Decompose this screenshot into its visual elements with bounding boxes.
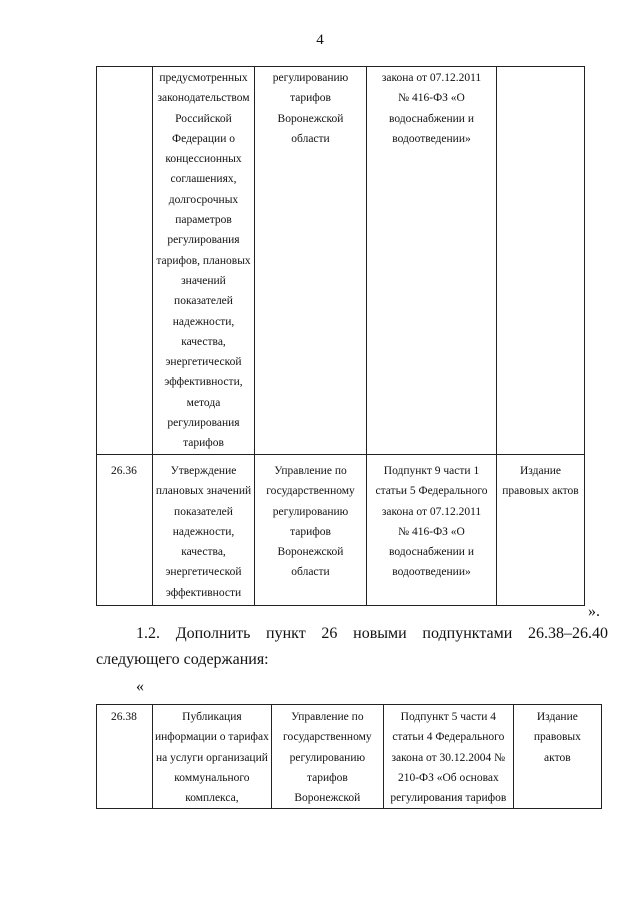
cell-subject	[153, 705, 272, 809]
cell-line: эффективности,	[164, 376, 243, 389]
cell-form	[513, 705, 601, 809]
row-number	[97, 67, 153, 455]
cell-line: Издание	[519, 465, 561, 477]
cell-line: законодательством	[157, 92, 250, 105]
cell-form	[497, 67, 585, 455]
cell-line: регулированию	[289, 751, 366, 764]
cell-line: энергетической	[165, 356, 242, 369]
cell-line: тарифов, плановых	[156, 254, 251, 267]
cell-line: надежности,	[172, 315, 235, 328]
cell-line: области	[291, 566, 330, 579]
cell-line: Воронежской	[277, 546, 344, 559]
cell-line: тарифов	[290, 92, 331, 105]
cell-line: качества,	[181, 546, 226, 559]
cell-line: Публикация	[182, 711, 242, 723]
cell-form	[497, 455, 585, 606]
cell-line: показателей	[174, 295, 233, 308]
cell-line: энергетической	[165, 566, 242, 579]
cell-line: тарифов	[290, 525, 331, 538]
cell-legal-basis	[367, 67, 497, 455]
cell-legal-basis	[367, 455, 497, 606]
cell-line: области	[291, 132, 330, 145]
cell-line: параметров	[175, 214, 232, 227]
cell-line: на услуги организаций	[155, 751, 268, 764]
cell-line: информации о тарифах	[155, 731, 269, 744]
cell-line: соглашениях,	[170, 173, 237, 186]
cell-line: 210-ФЗ «Об основах	[397, 771, 499, 784]
cell-line: регулирования	[167, 234, 240, 247]
cell-line: плановых значений	[155, 485, 252, 498]
regulation-table-new	[96, 704, 602, 809]
cell-line: Издание	[536, 711, 578, 723]
cell-line: закона от 07.12.2011	[381, 72, 482, 84]
cell-subject	[153, 455, 255, 606]
cell-line: № 416-ФЗ «О	[398, 525, 465, 538]
cell-line: правовых	[533, 731, 581, 744]
cell-line: Утверждение	[170, 465, 237, 477]
cell-line: концессионных	[165, 153, 242, 166]
cell-subject	[153, 67, 255, 455]
cell-line: надежности,	[172, 525, 235, 538]
cell-line: водоснабжении и	[389, 546, 474, 559]
cell-line: Федерации о	[172, 132, 235, 145]
cell-legal-basis	[383, 705, 513, 809]
table-row	[97, 455, 585, 606]
cell-line: Управление по	[274, 465, 347, 477]
cell-line: предусмотренных	[159, 72, 248, 84]
cell-line: качества,	[181, 335, 226, 348]
opening-quote: «	[136, 678, 144, 695]
cell-line: значений	[181, 274, 226, 287]
cell-line: регулирования тарифов	[390, 792, 507, 805]
cell-line: комплекса,	[185, 792, 239, 805]
cell-line: тарифов	[306, 771, 348, 784]
cell-line: Российской	[175, 112, 232, 125]
cell-line: регулированию	[272, 505, 349, 518]
table-row	[97, 67, 585, 455]
cell-line: регулированию	[272, 72, 349, 84]
cell-executor	[271, 705, 383, 809]
page-number: 4	[316, 32, 324, 48]
cell-line: Воронежской	[294, 792, 361, 805]
row-number: 26.38	[97, 705, 153, 809]
row-number: 26.36	[97, 455, 153, 606]
cell-line: регулирования	[167, 417, 240, 430]
cell-line: тарифов	[183, 437, 224, 450]
cell-line: правовых актов	[502, 485, 579, 498]
cell-line: метода	[186, 396, 221, 409]
cell-line: Подпункт 9 части 1	[383, 465, 480, 477]
cell-line: показателей	[174, 505, 233, 518]
cell-line: закона от 07.12.2011	[381, 505, 482, 518]
cell-line: актов	[544, 751, 571, 764]
cell-line: статьи 5 Федерального	[375, 485, 488, 498]
cell-line: государственному	[266, 485, 355, 498]
cell-executor	[255, 67, 367, 455]
cell-line: Подпункт 5 части 4	[400, 711, 497, 723]
cell-line: Воронежской	[277, 112, 344, 125]
closing-quote: ».	[588, 603, 600, 620]
table-row	[97, 705, 602, 809]
amendment-paragraph: 1.2. Дополнить пункт 26 новыми подпунктами 26.38–26.40 следующего содержания:	[96, 625, 608, 668]
cell-line: водоснабжении и	[389, 112, 474, 125]
cell-executor	[255, 455, 367, 606]
cell-line: эффективности	[165, 586, 242, 599]
cell-line: водоотведении»	[392, 566, 471, 579]
cell-line: долгосрочных	[168, 193, 239, 206]
cell-line: государственному	[283, 731, 372, 744]
cell-line: закона от 30.12.2004 №	[391, 751, 506, 764]
cell-line: водоотведении»	[392, 132, 471, 145]
cell-line: коммунального	[174, 771, 250, 784]
cell-line: № 416-ФЗ «О	[398, 92, 465, 105]
regulation-table-continued	[96, 66, 585, 606]
cell-line: Управление по	[291, 711, 364, 723]
cell-line: статьи 4 Федерального	[392, 731, 505, 744]
